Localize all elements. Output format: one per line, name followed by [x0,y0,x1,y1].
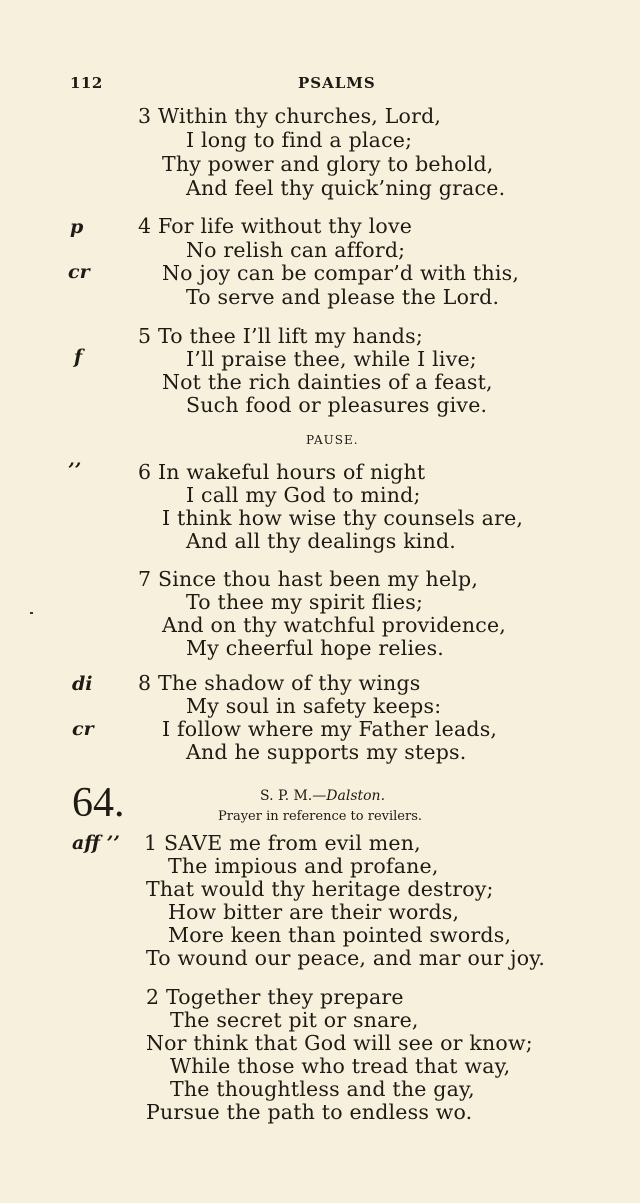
page-number: 112 [70,74,103,92]
verse-line: I long to find a place; [186,128,413,152]
verse-line: To thee my spirit flies; [186,590,424,614]
verse-line: The secret pit or snare, [170,1008,419,1032]
verse-line: Such food or pleasures give. [186,393,488,417]
speck [30,612,33,614]
verse-line: I call my God to mind; [186,483,421,507]
verse-line: I’ll praise thee, while I live; [186,347,477,371]
dynamic-mark-cr: cr [72,718,94,740]
verse-line: 5 To thee I’ll lift my hands; [138,324,423,348]
verse-line: Not the rich dainties of a feast, [162,370,493,394]
verse-line: 2 Together they prepare [146,985,404,1009]
verse-line: My soul in safety keeps: [186,694,442,718]
verse-line: And on thy watchful providence, [162,613,506,637]
hymn-tune: Dalston. [326,788,386,804]
verse-line: And feel thy quick’ning grace. [186,176,506,200]
verse-line: The thoughtless and the gay, [170,1077,475,1101]
verse-line: Thy power and glory to behold, [162,152,494,176]
dynamic-mark-f: f [74,346,83,368]
dynamic-mark-aff: aff ’’ [72,832,120,854]
dynamic-mark-di: di [72,673,93,695]
verse-line: My cheerful hope relies. [186,636,445,660]
running-title: PSALMS [298,74,376,92]
verse-line: 6 In wakeful hours of night [138,460,426,484]
dynamic-mark-p: p [70,216,84,238]
verse-line: While those who tread that way, [170,1054,511,1078]
verse-line: 3 Within thy churches, Lord, [138,104,442,128]
verse-line: The impious and profane, [168,854,439,878]
verse-line: And all thy dealings kind. [186,529,457,553]
verse-line: No relish can afford; [186,238,406,262]
verse-line: Nor think that God will see or know; [146,1031,533,1055]
verse-line: To wound our peace, and mar our joy. [146,946,546,970]
hymn-subtitle: Prayer in reference to revilers. [218,809,423,824]
verse-line: Pursue the path to endless wo. [146,1100,473,1124]
verse-line: No joy can be compar’d with this, [162,261,520,285]
hymn-meter: S. P. M.— [260,788,327,804]
verse-line: 7 Since thou hast been my help, [138,567,479,591]
verse-line: 8 The shadow of thy wings [138,671,421,695]
dynamic-mark-cr: cr [68,261,90,283]
verse-line: How bitter are their words, [168,900,460,924]
verse-line: That would thy heritage destroy; [146,877,494,901]
hymn-number: 64. [72,780,125,826]
breath-mark: ’’ [68,459,82,481]
verse-line: I follow where my Father leads, [162,717,498,741]
verse-line: More keen than pointed swords, [168,923,512,947]
verse-line: I think how wise thy counsels are, [162,506,524,530]
verse-line: 1 SAVE me from evil men, [144,831,421,855]
section-break-pause: PAUSE. [306,433,359,447]
hymn-meter-tune [260,788,385,804]
verse-line: And he supports my steps. [186,740,467,764]
verse-line: 4 For life without thy love [138,214,413,238]
verse-line: To serve and please the Lord. [186,285,500,309]
